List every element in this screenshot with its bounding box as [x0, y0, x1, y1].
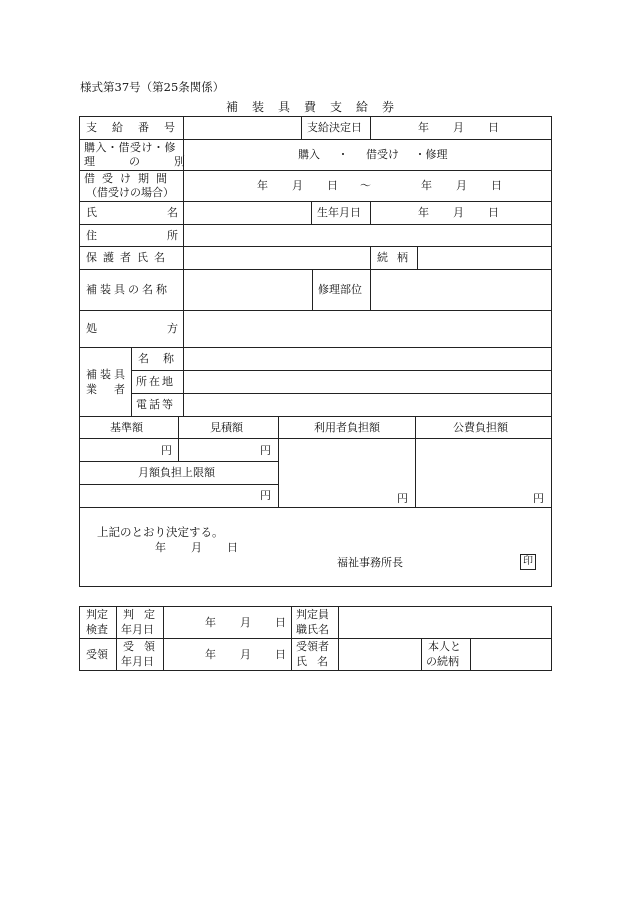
receipt-date-label-line2: 年月日 [121, 655, 154, 668]
decision-block-month: 月 [191, 541, 202, 554]
name-label [86, 206, 248, 219]
office-head-label: 福祉事務所長 [337, 556, 403, 569]
document-title [226, 100, 409, 114]
receipt-year: 年 [205, 648, 216, 661]
repair-part-field[interactable] [371, 270, 551, 310]
public-burden-label: 公費負担額 [453, 421, 508, 434]
name-field[interactable] [184, 202, 311, 224]
user-burden-label: 利用者負担額 [314, 421, 380, 434]
loan-period-field[interactable] [184, 171, 551, 201]
receipt-label: 受領 [86, 648, 108, 661]
decision-block-year: 年 [155, 541, 166, 554]
receipt-date-label-line1: 受領 [123, 640, 165, 653]
estimate-yen: 円 [260, 444, 271, 457]
decision-month: 月 [453, 121, 464, 134]
relation-label-line1: 本人と [428, 640, 461, 653]
inspection-date-field[interactable] [164, 607, 291, 638]
relation-label-line2: の続柄 [426, 655, 459, 668]
relationship-label: 続柄 [377, 251, 417, 264]
vendor-name-label: 名称 [138, 352, 188, 365]
loan-end-year: 年 [421, 179, 432, 192]
relationship-field[interactable] [418, 247, 551, 269]
user-burden-field[interactable] [279, 439, 415, 507]
receiver-field[interactable] [339, 639, 421, 670]
decision-day: 日 [488, 121, 499, 134]
loan-period-label-line1: 借受け期間 [84, 172, 174, 185]
vendor-group-label-line2: 業者 [86, 383, 142, 396]
seal-text: 印 [523, 556, 533, 567]
type-label-line2 [84, 155, 219, 168]
vendor-location-label: 所在地 [136, 375, 175, 388]
birth-day: 日 [488, 206, 499, 219]
receipt-date-field[interactable] [164, 639, 291, 670]
address-label: 住所 [86, 229, 248, 242]
type-option-loan[interactable]: 借受け [366, 148, 399, 161]
loan-end-day: 日 [491, 179, 502, 192]
decision-text: 上記のとおり決定する。 [97, 525, 224, 539]
user-burden-yen: 円 [397, 492, 408, 505]
monthly-cap-field[interactable] [80, 485, 278, 507]
inspection-day: 日 [275, 616, 286, 629]
estimate-amount-label: 見積額 [210, 421, 243, 434]
inspection-date-label-line1: 判定 [123, 608, 165, 621]
repair-part-label: 修理部位 [318, 283, 362, 296]
loan-tilde: ～ [360, 179, 371, 192]
birthdate-field[interactable] [371, 202, 551, 224]
loan-period-label-line2: （借受けの場合） [86, 186, 174, 199]
decision-year: 年 [418, 121, 429, 134]
vendor-phone-field[interactable] [184, 394, 551, 416]
inspection-label-line2: 検査 [86, 623, 108, 636]
type-option-purchase[interactable]: 購入 [298, 148, 320, 161]
inspector-label-line1: 判定員 [296, 608, 329, 621]
standard-amount-label: 基準額 [110, 421, 143, 434]
name-text: 氏名 [86, 206, 248, 219]
supply-number-label [86, 121, 190, 134]
receipt-month: 月 [240, 648, 251, 661]
inspection-month: 月 [240, 616, 251, 629]
receiver-label-line2: 氏名 [296, 655, 338, 668]
loan-start-month: 月 [292, 179, 303, 192]
vendor-location-field[interactable] [184, 371, 551, 393]
guardian-label: 保護者氏名 [86, 251, 171, 264]
loan-start-day: 日 [327, 179, 338, 192]
loan-end-month: 月 [456, 179, 467, 192]
type-label-line2-text: 理の別 [84, 155, 219, 168]
vendor-group-label-line1: 補装具 [86, 368, 128, 381]
prescription-field[interactable] [184, 311, 551, 347]
inspector-field[interactable] [339, 607, 551, 638]
title-text: 補装具費支給券 [226, 100, 409, 114]
monthly-cap-yen: 円 [260, 489, 271, 502]
birth-year: 年 [418, 206, 429, 219]
relation-field[interactable] [471, 639, 551, 670]
monthly-cap-label: 月額負担上限額 [138, 466, 215, 479]
loan-start-year: 年 [257, 179, 268, 192]
inspection-year: 年 [205, 616, 216, 629]
public-burden-yen: 円 [533, 492, 544, 505]
birthdate-label: 生年月日 [317, 206, 361, 219]
standard-yen: 円 [161, 444, 172, 457]
inspection-date-label-line2: 年月日 [121, 623, 154, 636]
supply-number-field[interactable] [184, 117, 301, 139]
type-option-repair[interactable]: ・修理 [414, 148, 448, 161]
type-option-sep1: ・ [337, 148, 349, 161]
guardian-field[interactable] [184, 247, 370, 269]
vendor-name-field[interactable] [184, 348, 551, 370]
supply-number-text: 支給番号 [86, 121, 190, 134]
decision-date-label: 支給決定日 [307, 121, 362, 134]
decision-date[interactable] [155, 542, 245, 556]
device-name-field[interactable] [184, 270, 312, 310]
estimate-amount-field[interactable] [179, 439, 278, 461]
decision-block-day: 日 [227, 541, 238, 554]
inspector-label-line2: 職氏名 [296, 623, 329, 636]
device-name-label: 補装具の名称 [86, 283, 170, 296]
type-label-line1: 購入・借受け・修 [84, 141, 176, 154]
prescription-label: 処方 [86, 322, 248, 335]
receipt-day: 日 [275, 648, 286, 661]
standard-amount-field[interactable] [80, 439, 178, 461]
type-options[interactable] [298, 149, 448, 160]
address-field[interactable] [184, 225, 551, 246]
receiver-label-line1: 受領者 [296, 640, 329, 653]
birth-month: 月 [453, 206, 464, 219]
form-number-label: 様式第37号（第25条関係） [80, 80, 225, 94]
vendor-phone-label: 電話等 [136, 398, 175, 411]
public-burden-field[interactable] [416, 439, 551, 507]
decision-date-field[interactable] [371, 117, 551, 139]
inspection-label-line1: 判定 [86, 608, 108, 621]
seal-mark [520, 554, 536, 570]
